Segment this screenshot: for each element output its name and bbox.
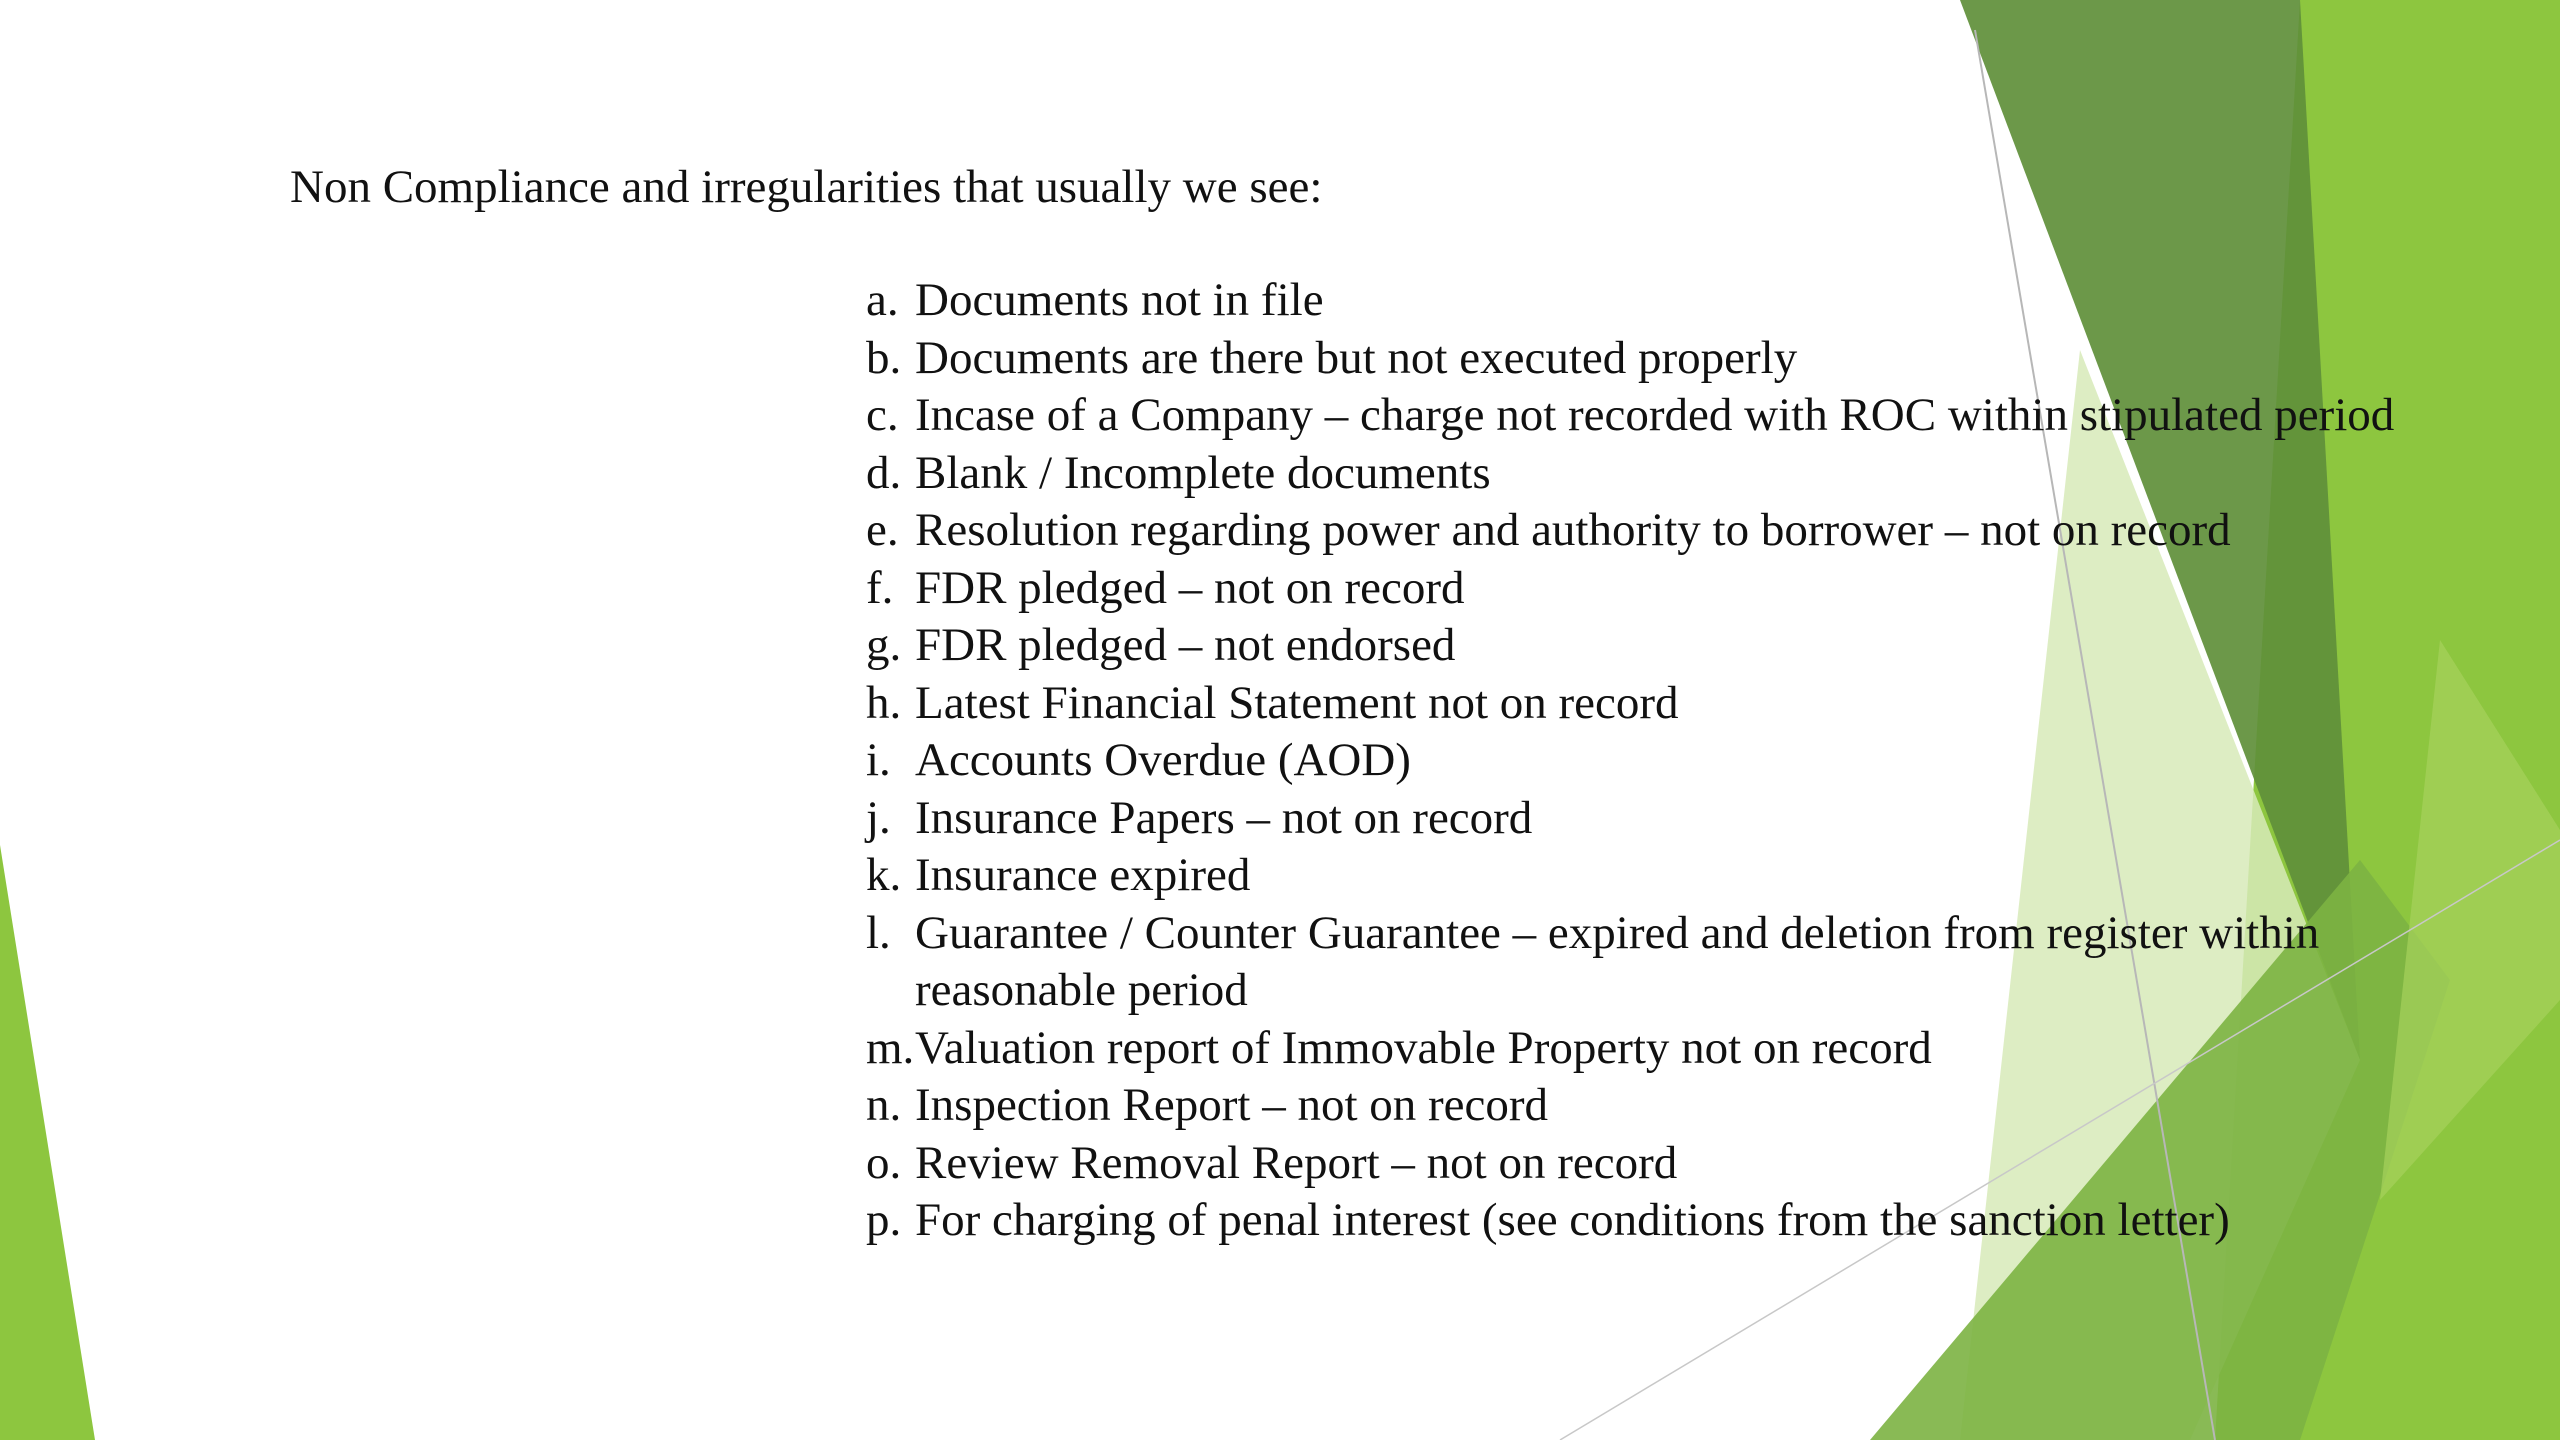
list-item — [866, 1077, 2506, 1135]
list-item-text: Guarantee / Counter Guarantee – expired and deletion from register within reasonable period — [915, 906, 2320, 1016]
list-item-marker: h. — [866, 676, 902, 729]
list-item-text: FDR pledged – not endorsed — [915, 619, 1456, 671]
list-item-marker: e. — [866, 504, 899, 556]
list-item-text: Valuation report of Immovable Property not on record — [915, 1021, 1932, 1074]
list-item-text: Insurance Papers – not on record — [915, 791, 1533, 844]
list-item — [866, 847, 2506, 905]
list-item — [866, 790, 2506, 848]
list-item — [866, 617, 2506, 675]
list-item-marker: o. — [866, 1136, 902, 1189]
list-item-text: Incase of a Company – charge not recorded with ROC within stipulated period — [915, 389, 2395, 441]
list-item-marker: b. — [866, 331, 902, 384]
list-item — [866, 1135, 2506, 1193]
list-item-text: Documents are there but not executed properly — [915, 331, 1798, 384]
list-item — [866, 560, 2506, 618]
list-item-text: FDR pledged – not on record — [915, 561, 1465, 614]
list-item — [866, 330, 2506, 388]
list-item-text: Accounts Overdue (AOD) — [915, 734, 1411, 786]
list-item-marker: p. — [866, 1194, 902, 1246]
list-item — [866, 905, 2506, 1020]
list-item-text: Latest Financial Statement not on record — [915, 676, 1679, 729]
list-item-marker: n. — [866, 1079, 902, 1131]
list-item-marker: k. — [866, 849, 902, 901]
list-item-marker: a. — [866, 274, 899, 326]
list-item — [866, 502, 2506, 560]
list-item-marker: i. — [866, 734, 891, 786]
slide-title: Non Compliance and irregularities that usually we see: — [290, 161, 1323, 213]
irregularities-list — [866, 272, 2506, 1250]
list-item-marker: j. — [866, 791, 891, 844]
list-item-marker: g. — [866, 619, 902, 671]
list-item — [866, 272, 2506, 330]
list-item — [866, 1020, 2506, 1078]
list-item-text: Documents not in file — [915, 274, 1324, 326]
list-item-marker: d. — [866, 446, 902, 499]
list-item — [866, 732, 2506, 790]
list-item-marker: c. — [866, 389, 899, 441]
list-item-marker: f. — [866, 561, 894, 614]
list-item — [866, 1192, 2506, 1250]
list-item — [866, 675, 2506, 733]
list-item-text: Resolution regarding power and authority to borrower – not on record — [915, 504, 2231, 556]
list-item-marker: m. — [866, 1021, 915, 1074]
list-item-text: Inspection Report – not on record — [915, 1079, 1549, 1131]
list-item-text: Blank / Incomplete documents — [915, 446, 1491, 499]
list-item-text: Review Removal Report – not on record — [915, 1136, 1678, 1189]
list-item — [866, 387, 2506, 445]
left-green-sliver — [0, 845, 95, 1440]
list-item-marker: l. — [866, 906, 891, 959]
list-item — [866, 445, 2506, 503]
list-item-text: Insurance expired — [915, 849, 1251, 901]
list-item-text: For charging of penal interest (see conditions from the sanction letter) — [915, 1194, 2230, 1246]
